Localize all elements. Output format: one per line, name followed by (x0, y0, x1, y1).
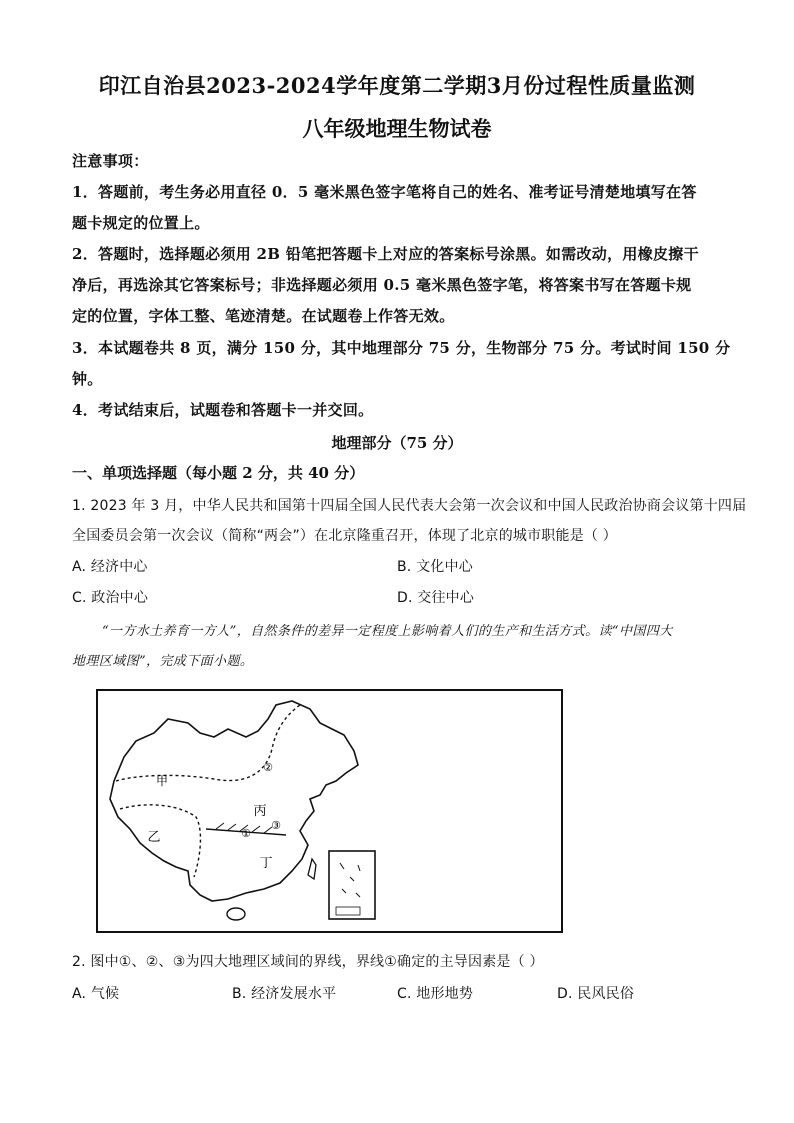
region-label-jia: 甲 (155, 774, 169, 788)
region-label-bing: 丙 (253, 804, 267, 819)
notice-line: 4．考试结束后，试题卷和答题卡一并交回。 (72, 401, 374, 419)
notice-line: 题卡规定的位置上。 (72, 214, 210, 232)
option-d: D. 交往中心 (397, 590, 475, 606)
notice-line: 钟。 (72, 370, 103, 388)
question-2-stem: 2. 图中①、②、③为四大地理区域间的界线，界线①确定的主导因素是（ ） (72, 954, 544, 970)
option-a: A. 经济中心 (72, 559, 148, 575)
notice-line: 3．本试题卷共 8 页，满分 150 分，其中地理部分 75 分，生物部分 75 分。考试时间 150 分 (72, 339, 731, 357)
boundary-marker-3: ③ (271, 819, 281, 832)
q2-option-a: A. 气候 (72, 986, 120, 1002)
region-label-yi: 乙 (147, 830, 161, 845)
exam-title-line2: 八年级地理生物试卷 (302, 116, 492, 141)
notice-line: 净后，再选涂其它答案标号；非选择题必须用 0.5 毫米黑色签字笔，将答案书写在答题卡规 (72, 276, 692, 294)
question-1-line1: 1. 2023 年 3 月，中华人民共和国第十四届全国人民代表大会第一次会议和中国人民政治协商会议第十四届 (72, 498, 747, 514)
q2-option-b: B. 经济发展水平 (232, 986, 337, 1002)
notice-line: 定的位置，字体工整、笔迹清楚。在试题卷上作答无效。 (72, 307, 455, 325)
notice-line: 1．答题前，考生务必用直径 0．5 毫米黑色签字笔将自己的姓名、准考证号清楚地填写在答 (72, 183, 697, 201)
q2-option-d: D. 民风民俗 (557, 986, 635, 1002)
part-title: 地理部分（75 分） (331, 434, 463, 452)
question-1-line2: 全国委员会第一次会议（简称“两会”）在北京隆重召开，体现了北京的城市职能是（ ） (72, 528, 617, 544)
region-label-ding: 丁 (259, 856, 273, 871)
china-four-regions-map (96, 689, 563, 933)
notice-line: 2．答题时，选择题必须用 2B 铅笔把答题卡上对应的答案标号涂黑。如需改动，用橡皮擦干 (72, 245, 699, 263)
exam-title-line1: 印江自治县2023-2024学年度第二学期3月份过程性质量监测 (98, 73, 696, 98)
boundary-marker-1: ① (241, 827, 251, 840)
option-b: B. 文化中心 (397, 559, 473, 575)
intro-line2: 地理区域图”，完成下面小题。 (72, 654, 254, 669)
option-c: C. 政治中心 (72, 590, 149, 606)
q2-option-c: C. 地形地势 (397, 986, 474, 1002)
notice-heading: 注意事项： (72, 152, 149, 170)
boundary-marker-2: ② (263, 761, 273, 774)
section-heading: 一、单项选择题（每小题 2 分，共 40 分） (72, 464, 365, 482)
intro-line1: “一方水土养育一方人”，自然条件的差异一定程度上影响着人们的生产和生活方式。读“中国四大 (102, 624, 673, 639)
